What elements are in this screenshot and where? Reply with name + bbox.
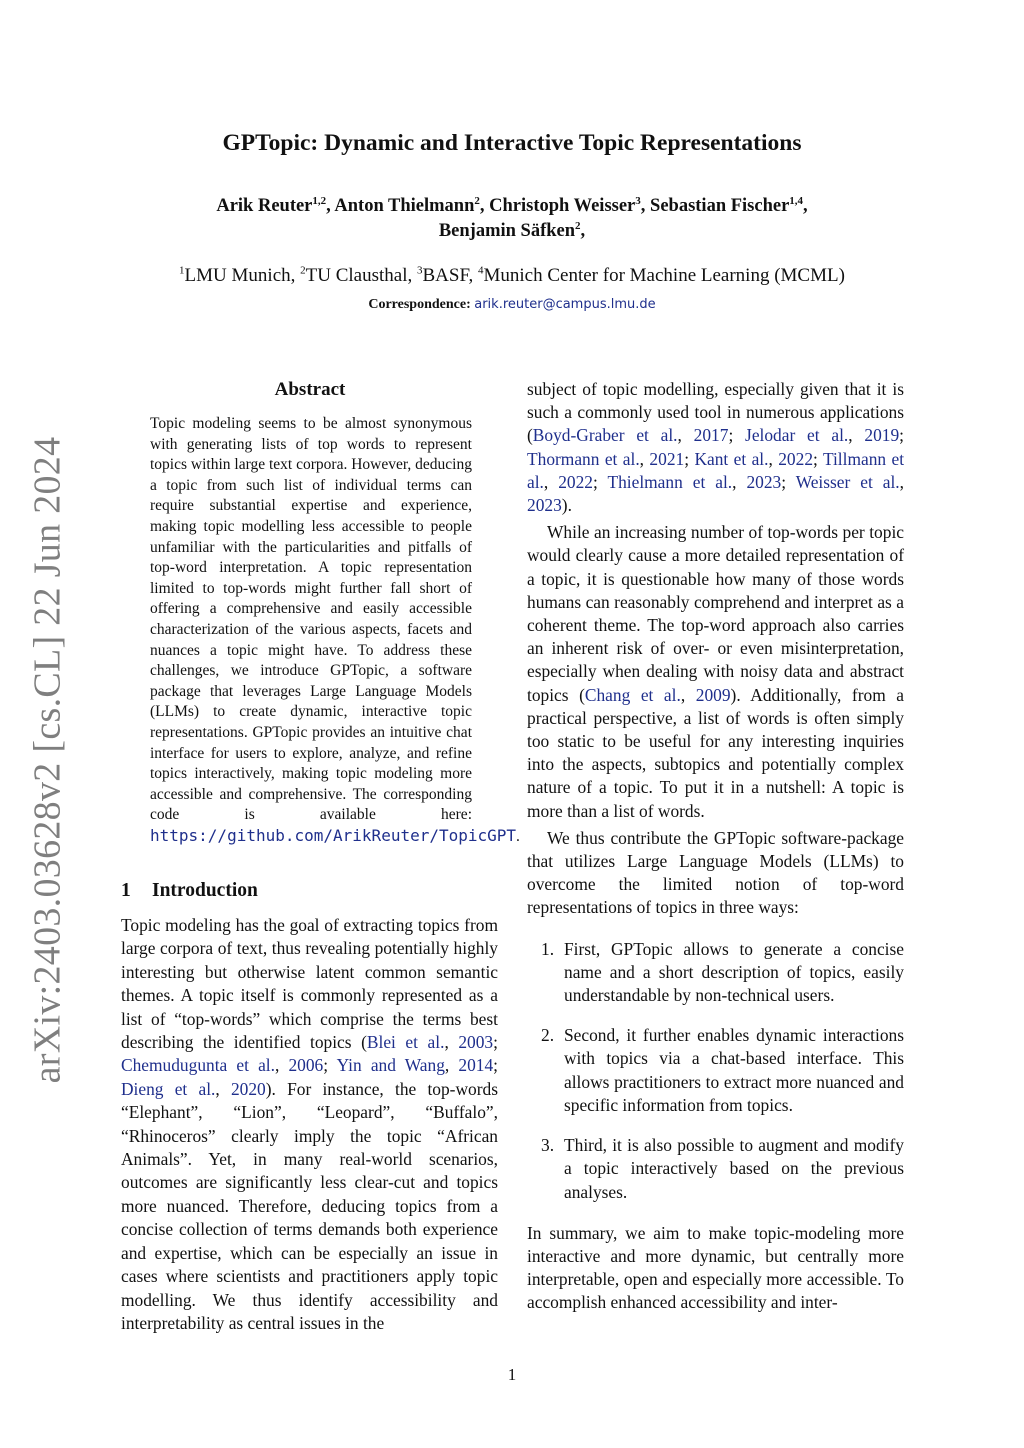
citation-link[interactable]: Tillmann et al.	[527, 448, 905, 492]
affiliation-name: Munich Center for Machine Learning (MCML)	[483, 265, 845, 286]
list-item: 1. First, GPTopic allows to generate a concise name and a short description of topics, easily understandable by non-technical users.	[541, 938, 904, 1006]
correspondence-line	[0, 297, 1024, 313]
citation-link[interactable]: Chemudugunta et al.	[121, 1055, 275, 1076]
citation-year-link[interactable]: 2022	[558, 471, 593, 492]
citation-link[interactable]: Yin and Wang	[336, 1055, 445, 1076]
citation-link[interactable]: Dieng et al.	[121, 1078, 216, 1099]
contribution-list	[527, 938, 904, 1204]
list-marker: 1.	[541, 938, 555, 959]
citation-link[interactable]: Thormann et al.	[527, 448, 640, 469]
list-marker: 3.	[541, 1135, 555, 1156]
author-affiliation-sup: 1,4	[789, 194, 804, 207]
author-list: Arik Reuter$^{1,2}$, Anton Thielmann$^2$, Christoph Weisser$^3$, Sebastian Fischer$^{1,4}$, Benjamin Säfken$^2$,	[216, 194, 808, 241]
section-heading-introduction	[121, 880, 258, 902]
author-name: Anton Thielmann	[334, 196, 475, 216]
author-name: Arik Reuter	[216, 196, 313, 216]
citation-year-link[interactable]: 2014	[458, 1055, 494, 1076]
list-item: 2. Second, it further enables dynamic interactions with topics via a chat-based interface. This allows practitioners to extract more nuanced and specific information from topics.	[541, 1025, 904, 1115]
citation-year-link[interactable]: 2022	[778, 448, 814, 469]
citation-link[interactable]: Jelodar et al.	[745, 425, 849, 446]
citation-link[interactable]: Kant et al.	[694, 448, 769, 469]
correspondence-email-link[interactable]: arik.reuter@campus.lmu.de	[474, 297, 656, 312]
citation-year-link[interactable]: 2019	[864, 425, 900, 446]
paragraph: In summary, we aim to make topic-modeling more interactive and more dynamic, but centrally more interpretable, open and especially more accessible. To accomplish enhanced accessibility and inter-	[527, 1222, 904, 1313]
citation-year-link[interactable]: 2006	[288, 1055, 324, 1076]
citation-year-link[interactable]: 2021	[649, 448, 685, 469]
citation-year-link[interactable]: 2009	[695, 684, 731, 705]
citation-link[interactable]: Chang et al.	[584, 684, 681, 705]
paragraph: subject of topic modelling, especially given that it is such a commonly used tool in numerous applications (Boyd-Graber et al., 2017; Jelodar et al., 2019; Thormann et al., 2021; Kant et al., 2022; Tillmann et al., 2022; Thielmann et al., 2023; Weisser et al., 2023).	[527, 379, 905, 516]
citation-link[interactable]: Weisser et al.	[795, 471, 900, 492]
page-number: 1	[507, 1365, 517, 1384]
citation-year-link[interactable]: 2023	[746, 471, 782, 492]
paragraph: We thus contribute the GPTopic software-package that utilizes Large Language Models (LLMs) to overcome the limited notion of top-word representations of topics in three ways:	[527, 827, 904, 918]
citation-link[interactable]: Boyd-Graber et al.	[532, 425, 678, 446]
affiliation-name: BASF,	[422, 265, 478, 286]
paragraph: While an increasing number of top-words per topic would clearly cause a more detailed representation of a topic, it is questionable how many of those words humans can reasonably comprehend and interpret as a coherent theme. The top-word approach also carries an inherent risk of over- or even misinterpretation, especially when dealing with noisy data and abstract topics (Chang et al., 2009). Additionally, from a practical perspective, a list of words is often simply too static to be useful for any interesting inquiries into the aspects, subtopics and potentially complex nature of a topic. To put it in a nutshell: A topic is more than a list of words.	[527, 522, 904, 821]
author-name: Christoph Weisser	[489, 196, 636, 216]
affiliation-name: TU Clausthal,	[305, 265, 417, 286]
section-number: 1	[121, 880, 131, 901]
author-affiliation-sup: 2	[575, 219, 581, 232]
list-item: 3. Third, it is also possible to augment and modify a topic interactively based on the previous analyses.	[541, 1135, 904, 1202]
abstract-heading: Abstract	[274, 379, 346, 400]
author-name: Sebastian Fischer	[650, 196, 790, 216]
affiliation-list: $^1$LMU Munich, $^2$TU Clausthal, $^3$BASF, $^4$Munich Center for Machine Learning (MCML)	[179, 264, 845, 286]
arxiv-identifier-stamp	[22, 436, 72, 1084]
author-name: Benjamin Säfken	[438, 221, 576, 241]
citation-year-link[interactable]: 2017	[693, 425, 729, 446]
github-repo-link[interactable]: https://github.com/ArikReuter/TopicGPT	[150, 825, 517, 845]
author-affiliation-sup: 3	[635, 194, 641, 207]
arxiv-stamp-text: arXiv:2403.03628v2 [cs.CL] 22 Jun 2024	[26, 436, 69, 1084]
list-marker: 2.	[541, 1025, 555, 1046]
citation-link[interactable]: Thielmann et al.	[607, 471, 733, 492]
affiliation-name: LMU Munich,	[184, 265, 301, 286]
abstract-text: Topic modeling seems to be almost synonymous with generating lists of top words to represent topics within large text corpora. However, deducing a topic from such list of individual terms can require substantial expertise and experience, making topic modelling less accessible to people unfamiliar with the particularities and pitfalls of top-word interpretation. A topic representation limited to top-words might further fall short of offering a comprehensive and easily accessible characterization of the various aspects, facets and nuances a topic might have. To address these challenges, we introduce GPTopic, a software package that leverages Large Language Models (LLMs) to create dynamic, interactive topic representations. GPTopic provides an intuitive chat interface for users to explore, analyze, and refine topics interactively, making topic modeling more accessible and comprehensive. The corresponding code is available here: https://github.com/ArikReuter/TopicGPT.	[150, 415, 520, 845]
right-column	[527, 378, 904, 1319]
author-affiliation-sup: 1,2	[312, 194, 327, 207]
paper-title: GPTopic: Dynamic and Interactive Topic Representations	[222, 130, 802, 156]
citation-link[interactable]: Blei et al.	[366, 1032, 445, 1053]
citation-year-link[interactable]: 2003	[458, 1032, 494, 1053]
citation-year-link[interactable]: 2023	[527, 495, 562, 516]
author-affiliation-sup: 2	[474, 194, 480, 207]
citation-year-link[interactable]: 2020	[230, 1078, 266, 1099]
section-title: Introduction	[152, 880, 258, 901]
introduction-paragraph: Topic modeling has the goal of extracting topics from large corpora of text, thus revealing potentially highly interesting but otherwise latent common semantic themes. A topic itself is commonly represented as a list of “top-words” which comprise the terms best describing the identified topics (Blei et al., 2003; Chemudugunta et al., 2006; Yin and Wang, 2014; Dieng et al., 2020). For instance, the top-words “Elephant”, “Lion”, “Leopard”, “Buffalo”, “Rhinoceros” clearly imply the topic “African Animals”. Yet, in many real-world scenarios, outcomes are significantly less clear-cut and topics more nuanced. Therefore, deducing topics from a concise collection of terms demands both experience and expertise, which can be especially an issue in cases where scientists and practitioners apply topic modelling. We thus identify accessibility and interpretability as central issues in the	[121, 915, 498, 1333]
correspondence-label: Correspondence:	[368, 297, 471, 312]
